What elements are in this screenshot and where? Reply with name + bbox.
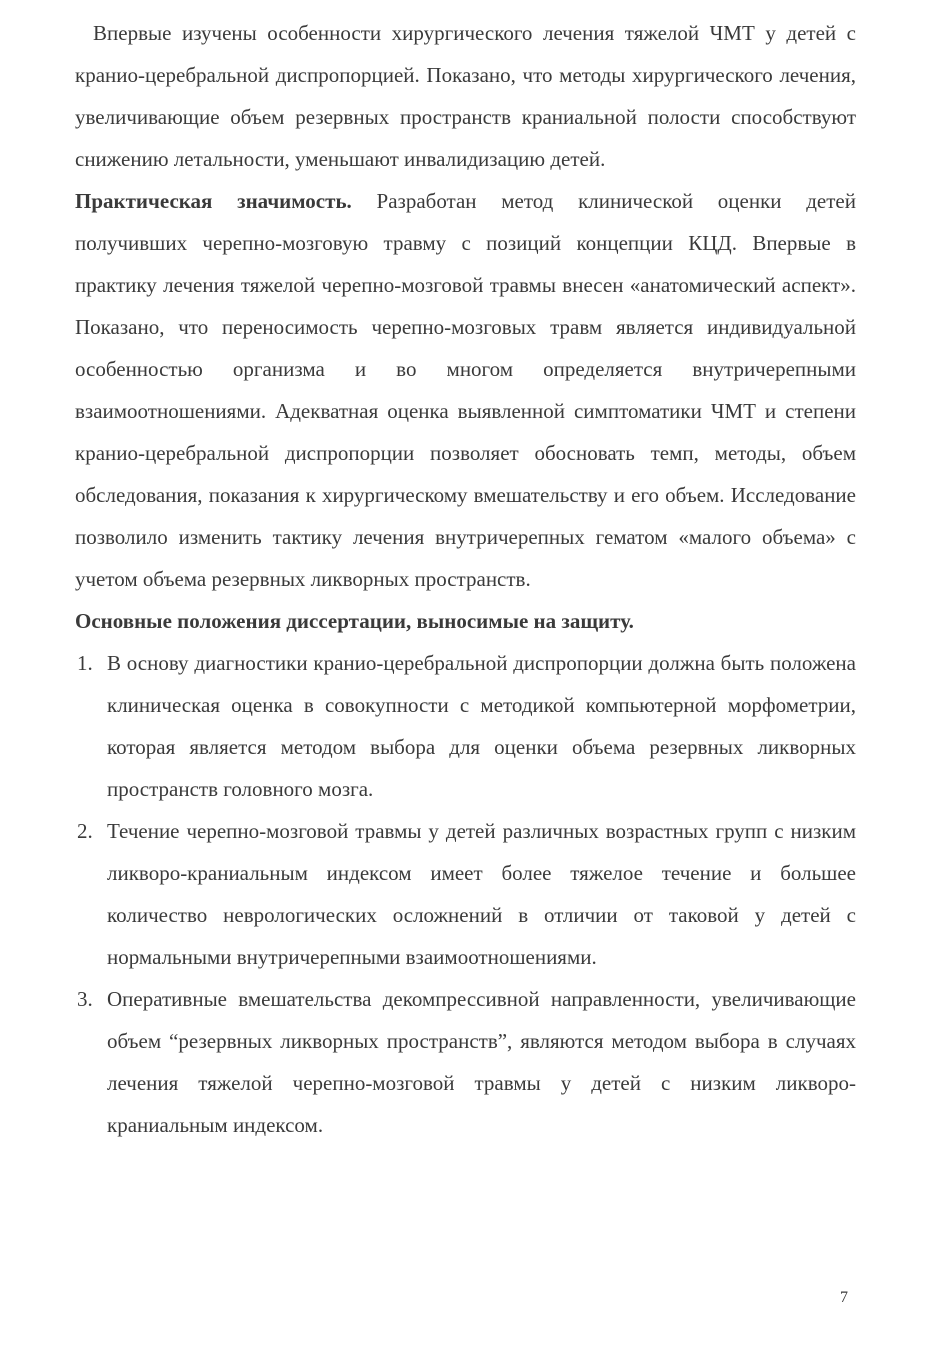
document-page <box>75 12 856 1146</box>
theses-list <box>75 642 856 1146</box>
list-item <box>75 810 856 978</box>
list-item-number: 3. <box>77 987 93 1011</box>
list-item-text: Оперативные вмешательства декомпрессивной направленности, увеличивающие объем “резервных ликворных пространств”, являются методом выбора в случаях лечения тяжелой черепно-мозговой травмы у детей с низким ликворо-краниальным индексом. <box>107 987 856 1137</box>
intro-paragraph: Впервые изучены особенности хирургического лечения тяжелой ЧМТ у детей с кранио-церебральной диспропорцией. Показано, что методы хирургического лечения, увеличивающие объем резервных пространств краниальной полости способствуют снижению летальности, уменьшают инвалидизацию детей. <box>75 21 856 171</box>
practical-significance-text: Разработан метод клинической оценки детей получивших черепно-мозговую травму с позиций концепции КЦД. Впервые в практику лечения тяжелой черепно-мозговой травмы внесен «анатомический аспект». Показано, что переносимость черепно-мозговых травм является индивидуальной особенностью организма и во многом определяется внутричерепными взаимоотношениями. Адекватная оценка выявленной симптоматики ЧМТ и степени кранио-церебральной диспропорции позволяет обосновать темп, методы, объем обследования, показания к хирургическому вмешательству и его объем. Исследование позволило изменить тактику лечения внутричерепных гематом «малого объема» с учетом объема резервных ликворных пространств. <box>75 189 856 591</box>
practical-significance-paragraph <box>75 180 856 600</box>
list-item-number: 1. <box>77 651 93 675</box>
theses-heading: Основные положения диссертации, выносимые на защиту. <box>75 609 634 633</box>
page-number: 7 <box>840 1289 848 1306</box>
list-item-number: 2. <box>77 819 93 843</box>
list-item-text: В основу диагностики кранио-церебральной диспропорции должна быть положена клиническая оценка в совокупности с методикой компьютерной морфометрии, которая является методом выбора для оценки объема резервных ликворных пространств головного мозга. <box>107 651 856 801</box>
list-item-text: Течение черепно-мозговой травмы у детей различных возрастных групп с низким ликворо-краниальным индексом имеет более тяжелое течение и большее количество неврологических осложнений в отличии от таковой у детей с нормальными внутричерепными взаимоотношениями. <box>107 819 856 969</box>
list-item <box>75 978 856 1146</box>
practical-significance-lead: Практическая значимость. <box>75 189 352 213</box>
list-item <box>75 642 856 810</box>
